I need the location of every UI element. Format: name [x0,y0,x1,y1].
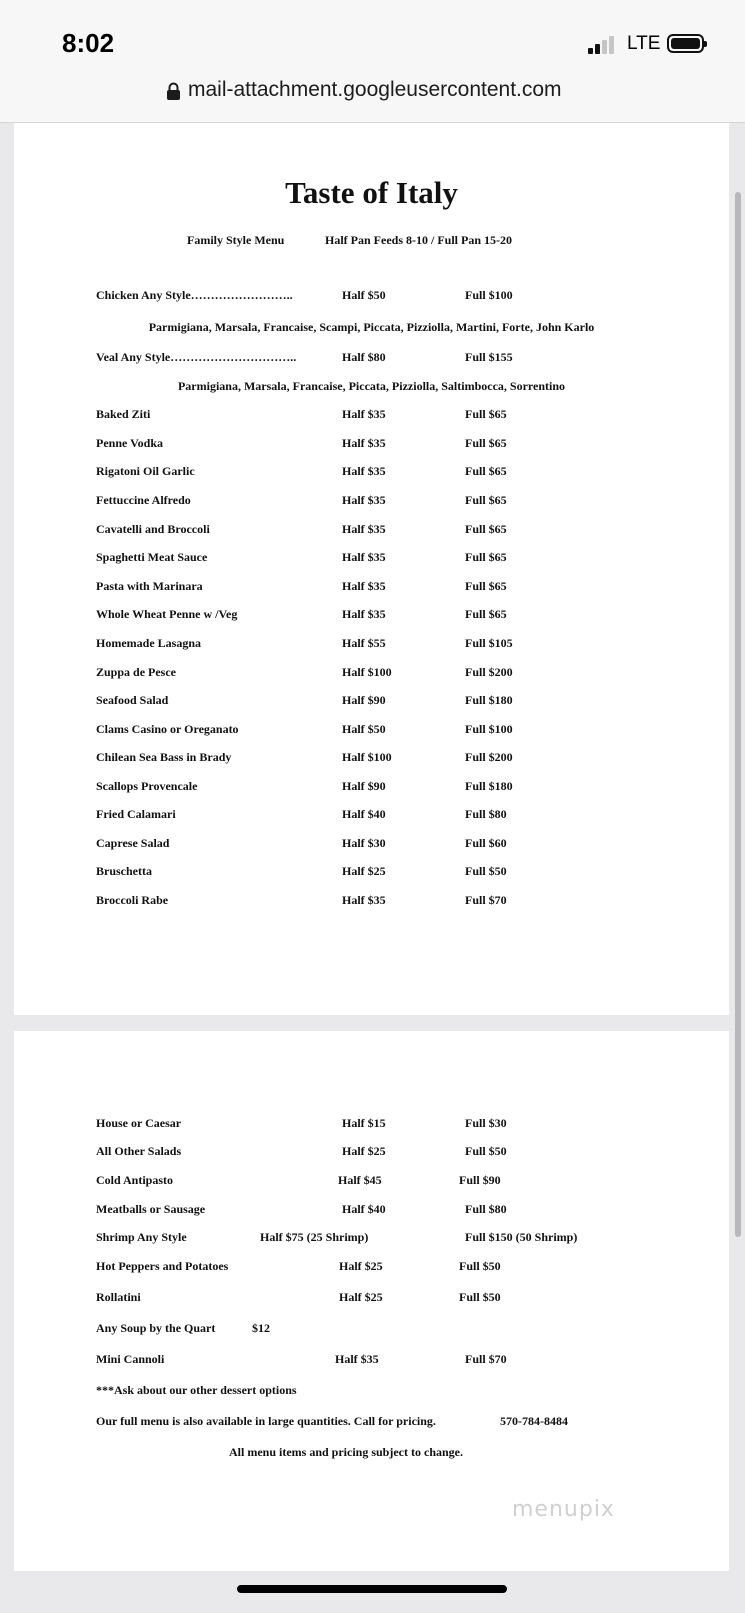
menu-row [14,522,729,538]
disclaimer: All menu items and pricing subject to change. [229,1445,463,1459]
menu-row [14,579,729,595]
item-half-price: Half $35 [342,550,386,564]
dessert-note: ***Ask about our other dessert options [96,1383,297,1397]
item-full-price: Full $180 [465,779,513,793]
item-name: Any Soup by the Quart [96,1321,216,1335]
menu-row [14,779,729,795]
item-name: Broccoli Rabe [96,893,169,907]
menu-row [14,807,729,823]
item-full-price: Full $70 [465,893,507,907]
item-full-price: Full $50 [465,1144,507,1158]
item-full-price: Full $60 [465,836,507,850]
item-name: Penne Vodka [96,436,164,450]
item-full-price: Full $150 (50 Shrimp) [465,1230,578,1244]
item-name: Rigatoni Oil Garlic [96,464,195,478]
item-name: Meatballs or Sausage [96,1202,206,1216]
item-full-price: Full $65 [465,493,507,507]
item-full-price: Full $90 [459,1173,501,1187]
item-half-price: Half $90 [342,693,386,707]
item-half-price: Half $25 [339,1290,383,1304]
item-name: Caprese Salad [96,836,170,850]
item-half-price: Half $55 [342,636,386,650]
item-half-price: Half $35 [342,436,386,450]
item-half-price: Half $35 [335,1352,379,1366]
menu-row [14,836,729,852]
item-full-price: Full $65 [465,436,507,450]
cellular-signal-icon [588,34,620,54]
item-full-price: Full $105 [465,636,513,650]
item-full-price: Full $65 [465,607,507,621]
menu-row-soup [14,1321,729,1337]
chicken-styles: Parmigiana, Marsala, Francaise, Scampi, Piccata, Pizziolla, Martini, Forte, John Karlo [148,320,595,334]
item-half-price: Half $50 [342,288,386,302]
item-half-price: Half $25 [342,1144,386,1158]
item-full-price: Full $70 [465,1352,507,1366]
item-full-price: Full $80 [465,1202,507,1216]
menu-row [14,693,729,709]
item-half-price: Half $35 [342,607,386,621]
item-half-price: Half $50 [342,722,386,736]
menu-row [14,464,729,480]
item-name: Scallops Provencale [96,779,198,793]
item-half-price: Half $40 [342,807,386,821]
menu-row [14,1230,729,1246]
item-half-price: Half $45 [338,1173,382,1187]
battery-icon [667,34,704,53]
item-half-price: Half $100 [342,665,392,679]
menu-title: Taste of Italy [285,175,458,210]
item-half-price: Half $15 [342,1116,386,1130]
menu-row [14,864,729,880]
menu-row [14,750,729,766]
item-price: $12 [252,1321,270,1335]
item-half-price: Half $35 [342,579,386,593]
item-full-price: Full $50 [459,1259,501,1273]
menu-page-1 [14,123,729,1015]
menu-row-veal [14,350,729,366]
item-full-price: Full $180 [465,693,513,707]
item-name: Rollatini [96,1290,141,1304]
pan-size-note: Half Pan Feeds 8-10 / Full Pan 15-20 [325,233,512,247]
menu-row-chicken [14,288,729,304]
item-name: Hot Peppers and Potatoes [96,1259,229,1273]
item-name: House or Caesar [96,1116,182,1130]
menu-row [14,407,729,423]
veal-styles: Parmigiana, Marsala, Francaise, Piccata, Pizziolla, Saltimbocca, Sorrentino [177,379,566,393]
menu-row [14,636,729,652]
item-name: Fried Calamari [96,807,176,821]
item-name: Seafood Salad [96,693,169,707]
item-name: Mini Cannoli [96,1352,165,1366]
item-name: Zuppa de Pesce [96,665,177,679]
item-full-price: Full $65 [465,550,507,564]
item-half-price: Half $35 [342,493,386,507]
item-full-price: Full $30 [465,1116,507,1130]
item-full-price: Full $155 [465,350,513,364]
item-name: Fettuccine Alfredo [96,493,191,507]
item-half-price: Half $40 [342,1202,386,1216]
item-half-price: Half $35 [342,893,386,907]
menu-row [14,493,729,509]
item-half-price: Half $30 [342,836,386,850]
item-name: Homemade Lasagna [96,636,201,650]
item-full-price: Full $100 [465,288,513,302]
phone-number: 570-784-8484 [500,1414,568,1428]
item-half-price: Half $25 [339,1259,383,1273]
item-name: Spaghetti Meat Sauce [96,550,208,564]
item-name: Clams Casino or Oreganato [96,722,239,736]
menu-row [14,722,729,738]
menu-subtitle: Family Style Menu [187,233,285,247]
item-name: Whole Wheat Penne w /Veg [96,607,238,621]
menu-row [14,1144,729,1160]
item-name: Baked Ziti [96,407,151,421]
item-full-price: Full $65 [465,522,507,536]
menu-row [14,665,729,681]
menu-row [14,1290,729,1306]
item-name: All Other Salads [96,1144,182,1158]
menu-row [14,1202,729,1218]
menupix-watermark: menupix [512,1497,615,1522]
item-full-price: Full $200 [465,750,513,764]
full-menu-note: Our full menu is also available in large quantities. Call for pricing. [96,1414,436,1428]
scrollbar[interactable] [735,192,741,1237]
item-full-price: Full $65 [465,464,507,478]
item-half-price: Half $100 [342,750,392,764]
item-name: Cavatelli and Broccoli [96,522,210,536]
item-name: Chicken Any Style…………………….. [96,288,293,302]
status-bar [0,0,745,72]
menu-row [14,550,729,566]
item-full-price: Full $50 [459,1290,501,1304]
item-half-price: Half $35 [342,464,386,478]
item-name: Veal Any Style………………………….. [96,350,297,364]
menu-row [14,607,729,623]
item-name: Bruschetta [96,864,152,878]
item-half-price: Half $80 [342,350,386,364]
address-bar[interactable] [0,72,745,123]
item-full-price: Full $65 [465,579,507,593]
menu-row [14,436,729,452]
item-half-price: Half $35 [342,522,386,536]
lock-icon [166,82,181,100]
item-half-price: Half $35 [342,407,386,421]
item-half-price: Half $25 [342,864,386,878]
menu-page-2 [14,1031,729,1571]
network-type: LTE [627,33,661,54]
clock: 8:02 [62,28,115,58]
url-text: mail-attachment.googleusercontent.com [188,78,562,101]
menu-row [14,1116,729,1132]
menu-row-cannoli [14,1352,729,1368]
item-half-price: Half $75 (25 Shrimp) [260,1230,369,1244]
item-name: Pasta with Marinara [96,579,203,593]
item-name: Shrimp Any Style [96,1230,187,1244]
menu-row [14,1259,729,1275]
item-full-price: Full $50 [465,864,507,878]
item-full-price: Full $200 [465,665,513,679]
item-full-price: Full $80 [465,807,507,821]
item-name: Chilean Sea Bass in Brady [96,750,232,764]
item-half-price: Half $90 [342,779,386,793]
menu-row [14,893,729,909]
home-indicator[interactable] [237,1585,507,1593]
menu-row [14,1173,729,1189]
item-name: Cold Antipasto [96,1173,174,1187]
item-full-price: Full $100 [465,722,513,736]
item-full-price: Full $65 [465,407,507,421]
